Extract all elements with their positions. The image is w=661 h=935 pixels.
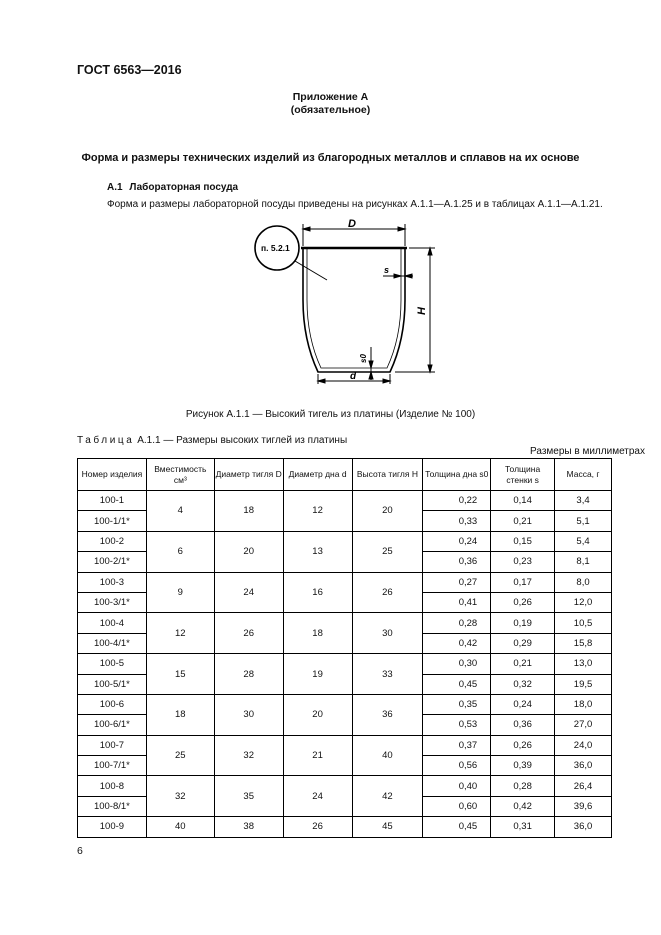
cell-wall-thickness: 0,36 xyxy=(491,715,555,735)
table-row xyxy=(78,817,612,837)
cell-diameter: 35 xyxy=(214,776,283,817)
table-row xyxy=(78,776,612,796)
col-header-diameter: Диаметр тигля D xyxy=(214,459,283,491)
cell-mass: 12,0 xyxy=(555,592,612,612)
cell-capacity: 15 xyxy=(146,654,214,695)
cell-mass: 3,4 xyxy=(555,491,612,511)
cell-bottom-diameter: 20 xyxy=(283,694,352,735)
cell-wall-thickness: 0,14 xyxy=(491,491,555,511)
cell-wall-thickness: 0,17 xyxy=(491,572,555,592)
col-header-bottom-diameter: Диаметр дна d xyxy=(283,459,352,491)
cell-wall-thickness: 0,29 xyxy=(491,633,555,653)
appendix-title: Приложение А xyxy=(292,91,369,103)
cell-mass: 36,0 xyxy=(555,817,612,837)
cell-bottom-thickness: 0,53 xyxy=(423,715,491,735)
table-header-row xyxy=(78,459,612,491)
appendix-heading xyxy=(0,91,661,117)
subsection-heading xyxy=(107,182,238,193)
cell-diameter: 26 xyxy=(214,613,283,654)
cell-diameter: 28 xyxy=(214,654,283,695)
cell-mass: 15,8 xyxy=(555,633,612,653)
cell-capacity: 25 xyxy=(146,735,214,776)
dim-D-label: D xyxy=(348,218,356,230)
cell-diameter: 38 xyxy=(214,817,283,837)
cell-capacity: 40 xyxy=(146,817,214,837)
ref-label: п. 5.2.1 xyxy=(261,243,290,253)
cell-height: 40 xyxy=(352,735,423,776)
cell-height: 42 xyxy=(352,776,423,817)
cell-wall-thickness: 0,15 xyxy=(491,531,555,551)
cell-mass: 18,0 xyxy=(555,694,612,714)
cell-id: 100-4 xyxy=(78,613,147,633)
cell-wall-thickness: 0,23 xyxy=(491,552,555,572)
cell-id: 100-1 xyxy=(78,491,147,511)
col-header-bottom-thickness: Толщина дна s0 xyxy=(423,459,491,491)
cell-diameter: 32 xyxy=(214,735,283,776)
cell-diameter: 24 xyxy=(214,572,283,613)
cell-height: 45 xyxy=(352,817,423,837)
dim-H-label: H xyxy=(416,307,428,315)
col-header-id: Номер изделия xyxy=(78,459,147,491)
appendix-status: (обязательное) xyxy=(290,104,371,116)
cell-wall-thickness: 0,21 xyxy=(491,654,555,674)
table-title xyxy=(77,435,347,446)
cell-bottom-diameter: 24 xyxy=(283,776,352,817)
table-row xyxy=(78,531,612,551)
crucible-dimensions-table xyxy=(77,458,612,838)
cell-id: 100-7/1* xyxy=(78,756,147,776)
cell-bottom-thickness: 0,36 xyxy=(423,552,491,572)
cell-id: 100-2/1* xyxy=(78,552,147,572)
cell-id: 100-8 xyxy=(78,776,147,796)
cell-id: 100-9 xyxy=(78,817,147,837)
cell-bottom-diameter: 12 xyxy=(283,491,352,532)
cell-bottom-thickness: 0,45 xyxy=(423,674,491,694)
cell-mass: 8,0 xyxy=(555,572,612,592)
cell-mass: 26,4 xyxy=(555,776,612,796)
cell-bottom-thickness: 0,28 xyxy=(423,613,491,633)
cell-wall-thickness: 0,32 xyxy=(491,674,555,694)
cell-id: 100-6 xyxy=(78,694,147,714)
section-title: Форма и размеры технических изделий из благородных металлов и сплавов на их основе xyxy=(81,152,580,164)
subsection-number: А.1 xyxy=(107,182,123,193)
col-header-wall-thickness: Толщина стенки s xyxy=(491,459,555,491)
cell-bottom-thickness: 0,24 xyxy=(423,531,491,551)
table-units: Размеры в миллиметрах xyxy=(530,446,645,457)
cell-id: 100-1/1* xyxy=(78,511,147,531)
cell-wall-thickness: 0,19 xyxy=(491,613,555,633)
cell-bottom-thickness: 0,60 xyxy=(423,796,491,816)
cell-bottom-diameter: 18 xyxy=(283,613,352,654)
cell-wall-thickness: 0,42 xyxy=(491,796,555,816)
cell-id: 100-5 xyxy=(78,654,147,674)
cell-capacity: 9 xyxy=(146,572,214,613)
cell-bottom-thickness: 0,42 xyxy=(423,633,491,653)
cell-bottom-thickness: 0,33 xyxy=(423,511,491,531)
table-row xyxy=(78,572,612,592)
cell-height: 25 xyxy=(352,531,423,572)
figure-caption: Рисунок А.1.1 — Высокий тигель из платины (Изделие № 100) xyxy=(185,409,476,420)
cell-wall-thickness: 0,21 xyxy=(491,511,555,531)
cell-wall-thickness: 0,31 xyxy=(491,817,555,837)
cell-bottom-thickness: 0,41 xyxy=(423,592,491,612)
standard-code: ГОСТ 6563—2016 xyxy=(77,63,182,77)
cell-bottom-diameter: 19 xyxy=(283,654,352,695)
cell-height: 30 xyxy=(352,613,423,654)
cell-capacity: 6 xyxy=(146,531,214,572)
intro-paragraph: Форма и размеры лабораторной посуды приведены на рисунках А.1.1—А.1.25 и в таблицах А.1.1—А.1.21. xyxy=(107,199,603,210)
cell-height: 36 xyxy=(352,694,423,735)
dim-s-label: s xyxy=(384,265,390,275)
subsection-title: Лабораторная посуда xyxy=(129,182,239,193)
page-number: 6 xyxy=(77,845,83,857)
table-row xyxy=(78,654,612,674)
cell-mass: 27,0 xyxy=(555,715,612,735)
cell-bottom-thickness: 0,40 xyxy=(423,776,491,796)
cell-bottom-thickness: 0,22 xyxy=(423,491,491,511)
cell-id: 100-8/1* xyxy=(78,796,147,816)
cell-mass: 10,5 xyxy=(555,613,612,633)
cell-bottom-diameter: 16 xyxy=(283,572,352,613)
cell-diameter: 30 xyxy=(214,694,283,735)
cell-wall-thickness: 0,24 xyxy=(491,694,555,714)
cell-mass: 5,1 xyxy=(555,511,612,531)
table-title-rest: А.1.1 — Размеры высоких тиглей из платины xyxy=(137,435,348,446)
cell-id: 100-6/1* xyxy=(78,715,147,735)
cell-height: 33 xyxy=(352,654,423,695)
cell-bottom-thickness: 0,35 xyxy=(423,694,491,714)
cell-mass: 13,0 xyxy=(555,654,612,674)
cell-id: 100-4/1* xyxy=(78,633,147,653)
cell-bottom-diameter: 13 xyxy=(283,531,352,572)
table-row xyxy=(78,694,612,714)
cell-mass: 36,0 xyxy=(555,756,612,776)
table-title-prefix: Таблица xyxy=(77,435,135,446)
cell-bottom-thickness: 0,56 xyxy=(423,756,491,776)
cell-diameter: 18 xyxy=(214,491,283,532)
col-header-mass: Масса, г xyxy=(555,459,612,491)
cell-height: 26 xyxy=(352,572,423,613)
cell-wall-thickness: 0,26 xyxy=(491,735,555,755)
crucible-drawing xyxy=(245,212,445,384)
table-row xyxy=(78,491,612,511)
cell-capacity: 18 xyxy=(146,694,214,735)
cell-wall-thickness: 0,26 xyxy=(491,592,555,612)
cell-bottom-thickness: 0,45 xyxy=(423,817,491,837)
cell-mass: 5,4 xyxy=(555,531,612,551)
dim-d-label: d xyxy=(350,371,357,382)
cell-capacity: 12 xyxy=(146,613,214,654)
cell-mass: 8,1 xyxy=(555,552,612,572)
dim-s0-label: s0 xyxy=(359,354,368,363)
cell-bottom-diameter: 21 xyxy=(283,735,352,776)
col-header-capacity: Вместимость см³ xyxy=(146,459,214,491)
cell-bottom-diameter: 26 xyxy=(283,817,352,837)
cell-mass: 39,6 xyxy=(555,796,612,816)
cell-id: 100-3/1* xyxy=(78,592,147,612)
cell-id: 100-5/1* xyxy=(78,674,147,694)
table-row xyxy=(78,613,612,633)
col-header-height: Высота тигля H xyxy=(352,459,423,491)
cell-diameter: 20 xyxy=(214,531,283,572)
cell-capacity: 4 xyxy=(146,491,214,532)
cell-bottom-thickness: 0,27 xyxy=(423,572,491,592)
cell-wall-thickness: 0,28 xyxy=(491,776,555,796)
cell-mass: 24,0 xyxy=(555,735,612,755)
cell-bottom-thickness: 0,30 xyxy=(423,654,491,674)
cell-bottom-thickness: 0,37 xyxy=(423,735,491,755)
cell-wall-thickness: 0,39 xyxy=(491,756,555,776)
cell-capacity: 32 xyxy=(146,776,214,817)
cell-id: 100-2 xyxy=(78,531,147,551)
table-row xyxy=(78,735,612,755)
cell-id: 100-3 xyxy=(78,572,147,592)
cell-height: 20 xyxy=(352,491,423,532)
cell-id: 100-7 xyxy=(78,735,147,755)
cell-mass: 19,5 xyxy=(555,674,612,694)
